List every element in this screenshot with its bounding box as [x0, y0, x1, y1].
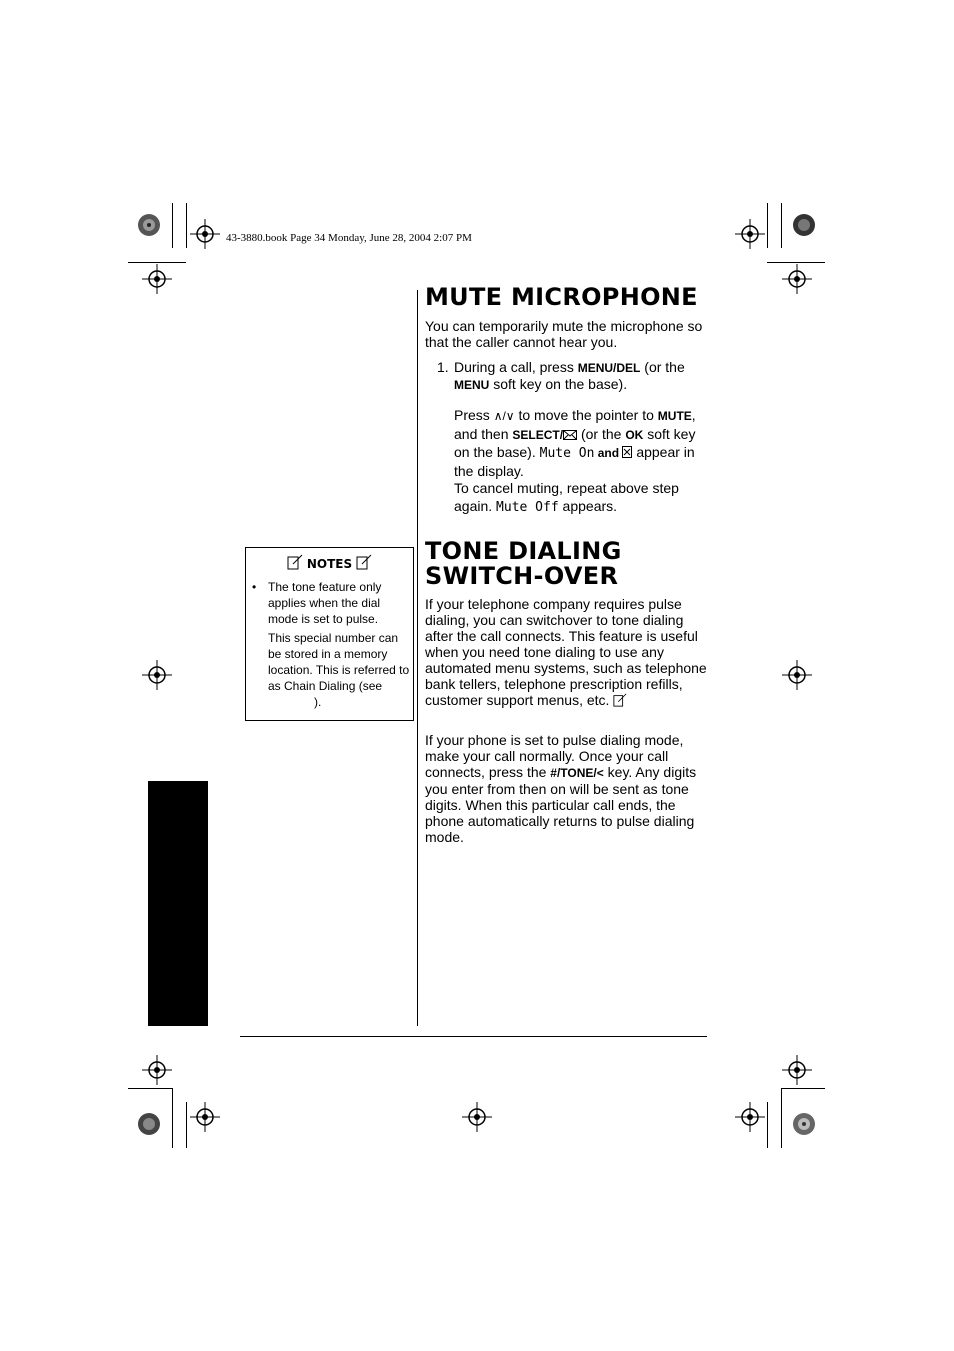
print-dial-icon [792, 1112, 816, 1136]
registration-target-icon [782, 264, 812, 294]
crop-mark-line [128, 262, 186, 263]
key-ok: OK [625, 427, 644, 442]
registration-target-icon [190, 219, 220, 249]
step-number: 1. [437, 359, 449, 375]
key-tone: #/TONE/< [550, 766, 604, 780]
crop-mark-line [128, 1088, 172, 1089]
key-menu-del: MENU/DEL [577, 361, 641, 375]
crop-mark-line [186, 203, 187, 248]
registration-target-icon [735, 219, 765, 249]
mute-intro-text: You can temporarily mute the microphone so that the caller cannot hear you. [425, 318, 703, 350]
notes-box [245, 547, 414, 721]
up-down-arrow-icon: ∧/∨ [493, 409, 515, 423]
registration-target-icon [782, 1055, 812, 1085]
registration-target-icon [142, 264, 172, 294]
print-dial-icon [137, 1112, 161, 1136]
crop-mark-line [172, 1088, 173, 1148]
step-1-detail: Press ∧/∨ to move the pointer to MUTE, and then SELECT/ (or the OK soft key on the base). Mute On and appear in the display. To cancel muting, repeat above step again. Mute Off appears. [454, 407, 696, 515]
print-dial-icon [137, 213, 161, 237]
note-pad-icon [613, 693, 627, 707]
crop-mark-line [781, 1088, 825, 1089]
column-divider [417, 290, 418, 1026]
registration-target-icon [142, 1055, 172, 1085]
key-mute: MUTE [657, 409, 692, 423]
mute-intro [425, 318, 710, 350]
registration-target-icon [462, 1102, 492, 1132]
crop-mark-line [186, 1102, 187, 1148]
note-pad-icon [287, 554, 303, 570]
footer-rule [240, 1036, 707, 1037]
registration-target-icon [735, 1102, 765, 1132]
lcd-mute-on: Mute On [539, 446, 595, 461]
crop-mark-line [172, 203, 173, 248]
section-tab [148, 781, 208, 1026]
registration-target-icon [190, 1102, 220, 1132]
envelope-icon [563, 430, 577, 440]
section-title-mute: MUTE MICROPHONE [425, 283, 698, 311]
crop-mark-line [767, 203, 768, 248]
key-select: SELECT/ [512, 427, 564, 442]
mute-indicator-icon [622, 446, 632, 458]
registration-target-icon [782, 660, 812, 690]
note-item-2: This special number can be stored in a memory location. This is referred to as Chain Dialing (see ). [268, 631, 410, 709]
note-bullet: • [252, 580, 257, 594]
file-info-header: 43-3880.book Page 34 Monday, June 28, 2004 2:07 PM [226, 232, 472, 244]
print-dial-icon [792, 213, 816, 237]
registration-target-icon [142, 660, 172, 690]
step-1: During a call, press MENU/DEL (or the MENU soft key on the base). [454, 359, 685, 392]
note-item-1: The tone feature only applies when the dial mode is set to pulse. [268, 580, 382, 626]
crop-mark-line [767, 262, 825, 263]
lcd-mute-off: Mute Off [496, 499, 559, 515]
crop-mark-line [781, 203, 782, 248]
key-menu: MENU [454, 378, 490, 392]
note-pad-icon [356, 554, 372, 570]
tone-paragraph-1: If your telephone company requires pulse dialing, you can switchover to tone dialing after the call connects. This feature is useful when you need tone dialing to use any automated menu systems, such as telephone bank tellers, telephone prescription refills, customer support menus, etc. [425, 596, 707, 708]
crop-mark-line [781, 1088, 782, 1148]
section-title-tone: TONE DIALING SWITCH-OVER [425, 537, 622, 590]
crop-mark-line [767, 1102, 768, 1148]
tone-paragraph-2: If your phone is set to pulse dialing mode, make your call normally. Once your call connects, press the #/TONE/< key. Any digits you enter from then on will be sent as tone digits. When this particular call ends, the phone automatically returns to pulse dialing mode. [425, 732, 697, 845]
notes-title: NOTES [246, 554, 413, 571]
